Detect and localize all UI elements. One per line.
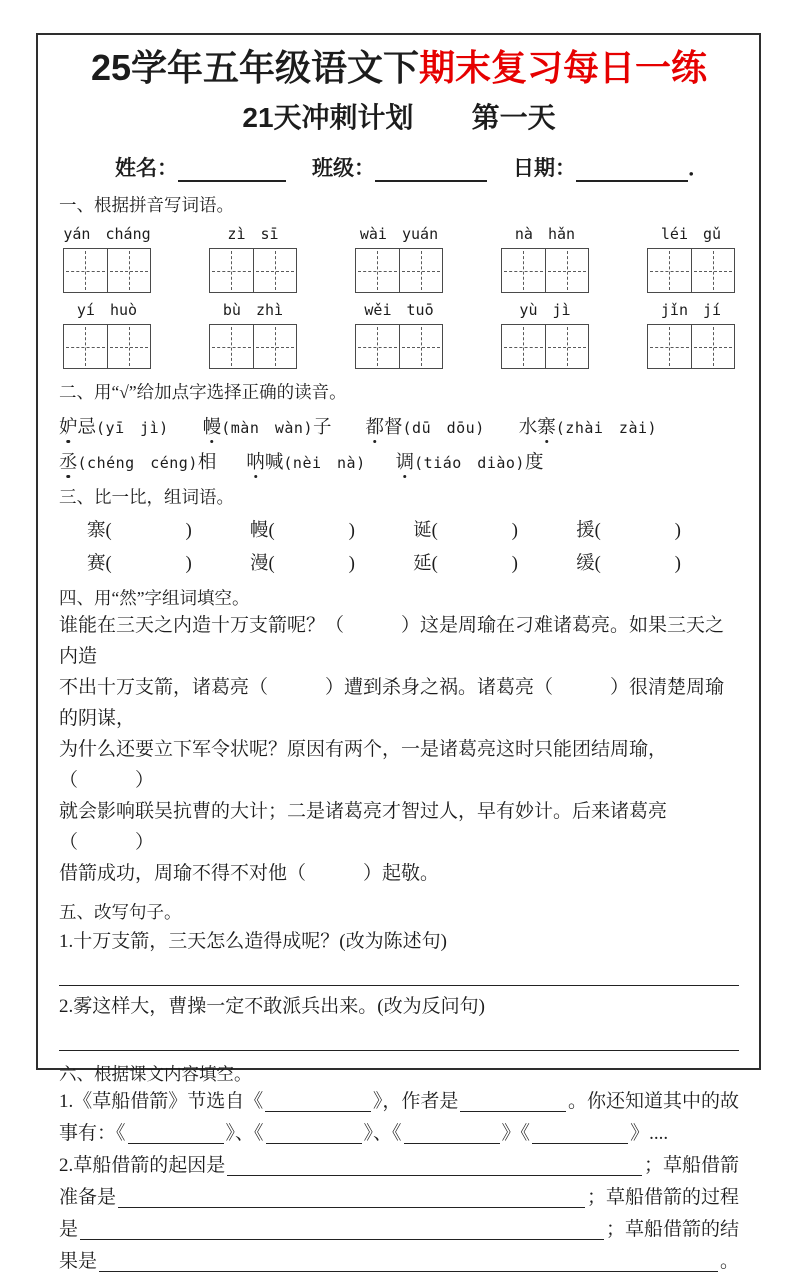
word-build-item[interactable]: 赛( ) <box>87 554 192 575</box>
pinyin-options[interactable]: (nèi nà) <box>283 454 366 473</box>
pinyin-unit <box>501 225 589 293</box>
fill-blank[interactable] <box>266 1142 362 1144</box>
pinyin-unit <box>647 225 735 293</box>
subtitle-plan: 21天冲刺计划 <box>242 102 414 134</box>
word-build-item[interactable]: 援( ) <box>576 521 681 542</box>
answer-line[interactable] <box>59 1022 739 1051</box>
tianzige-cell[interactable] <box>210 249 254 292</box>
tianzige-box <box>209 324 297 369</box>
tianzige-box <box>501 324 589 369</box>
dotted-char: 丞 <box>59 448 78 474</box>
pinyin-unit <box>355 301 443 369</box>
compare-words-row-2 <box>59 549 739 575</box>
pinyin-options[interactable]: (tiáo diào) <box>414 454 525 473</box>
item-pre: 水 <box>518 418 538 439</box>
worksheet-border <box>36 33 761 1273</box>
tianzige-cell[interactable] <box>210 325 254 368</box>
pinyin-label: bù zhì <box>222 301 284 320</box>
fill-text: ；草船借箭的结 <box>605 1219 739 1241</box>
tianzige-cell[interactable] <box>400 249 443 292</box>
fill-blank[interactable] <box>118 1206 585 1208</box>
tianzige-box <box>501 248 589 293</box>
tianzige-cell[interactable] <box>648 249 692 292</box>
page-subtitle <box>59 96 739 136</box>
section2-heading: 二、用“√”给加点字选择正确的读音。 <box>59 382 347 403</box>
pinyin-label: yí huò <box>76 301 138 320</box>
item-tail: 子 <box>312 418 332 439</box>
fill-text: 准备是 <box>59 1187 117 1209</box>
dotted-char: 幔 <box>203 413 222 439</box>
title-black: 25学年五年级语文下 <box>90 47 420 88</box>
pinyin-label: wěi tuō <box>364 301 434 320</box>
fill-text: 1.《草船借箭》节选自《 <box>59 1091 264 1113</box>
pinyin-unit <box>63 225 151 293</box>
phonetic-choice-item <box>519 413 657 439</box>
tianzige-cell[interactable] <box>502 249 546 292</box>
rewrite-question-2: 2.雾这样大，曹操一定不敢派兵出来。(改为反问句) <box>59 996 485 1018</box>
cloze-paragraph-line: 就会影响联吴抗曹的大计；二是诸葛亮才智过人，早有妙计。后来诸葛亮（ ） <box>59 801 668 854</box>
tianzige-cell[interactable] <box>692 249 735 292</box>
tianzige-cell[interactable] <box>108 325 151 368</box>
class-blank[interactable] <box>375 158 487 182</box>
fill-line <box>59 1182 739 1214</box>
pinyin-unit <box>209 225 297 293</box>
tianzige-cell[interactable] <box>502 325 546 368</box>
pinyin-label: nà hǎn <box>514 225 576 244</box>
fill-text: 果是 <box>59 1251 98 1273</box>
dotted-char: 呐 <box>246 448 265 474</box>
name-field-group <box>115 152 286 182</box>
item-post: 督 <box>384 418 403 439</box>
dotted-char: 寨 <box>537 413 556 439</box>
tianzige-cell[interactable] <box>356 325 400 368</box>
dotted-char: 都 <box>366 413 385 439</box>
word-build-item[interactable]: 寨( ) <box>87 521 192 542</box>
date-field-group <box>513 152 709 182</box>
pinyin-row-2 <box>59 301 739 369</box>
phonetic-choice-item <box>59 413 169 439</box>
pinyin-options[interactable]: (zhài zài) <box>555 419 658 438</box>
date-suffix: ． <box>688 156 709 181</box>
tianzige-box <box>647 248 735 293</box>
fill-line <box>59 1246 739 1278</box>
phonetic-choice-item <box>366 413 485 439</box>
tianzige-cell[interactable] <box>546 325 589 368</box>
fill-line <box>59 1118 739 1150</box>
tianzige-cell[interactable] <box>546 249 589 292</box>
pinyin-options[interactable]: (dū dōu) <box>402 419 485 438</box>
phonetic-choice-item <box>59 448 216 474</box>
section4-heading: 四、用“然”字组词填空。 <box>59 588 250 609</box>
pinyin-options[interactable]: (yī jì) <box>96 419 169 438</box>
date-blank[interactable] <box>576 158 688 182</box>
word-build-item[interactable]: 缓( ) <box>576 554 681 575</box>
item-tail: 相 <box>197 453 217 474</box>
fill-text: 。你还知道其中的故 <box>567 1091 739 1113</box>
cloze-paragraph-line: 借箭成功，周瑜不得不对他（ ）起敬。 <box>59 863 440 885</box>
tianzige-box <box>647 324 735 369</box>
phonetic-choice-item <box>396 448 544 474</box>
pinyin-row-1 <box>59 225 739 293</box>
fill-text: 。 <box>719 1251 739 1273</box>
compare-words-row-1 <box>59 516 739 542</box>
pinyin-options[interactable]: (chéng céng) <box>77 454 198 473</box>
phonetic-choice-item <box>203 413 332 439</box>
cloze-paragraph-line: 不出十万支箭，诸葛亮（ ）遭到杀身之祸。诸葛亮（ ）很清楚周瑜的阴谋， <box>59 677 725 730</box>
fill-text: 是 <box>59 1219 79 1241</box>
tianzige-cell[interactable] <box>108 249 151 292</box>
fill-line <box>59 1150 739 1182</box>
tianzige-box <box>355 324 443 369</box>
class-label: 班级： <box>312 156 375 181</box>
tianzige-cell[interactable] <box>254 249 297 292</box>
fill-blank[interactable] <box>227 1174 642 1176</box>
fill-text: 》《 <box>501 1123 531 1145</box>
fill-blank[interactable] <box>265 1110 371 1112</box>
cloze-paragraph-line: 为什么还要立下军令状呢？原因有两个，一是诸葛亮这时只能团结周瑜，（ ） <box>59 739 668 792</box>
section5-heading: 五、改写句子。 <box>59 902 182 923</box>
section3-heading: 三、比一比，组词语。 <box>59 487 234 508</box>
word-build-item[interactable]: 延( ) <box>413 554 518 575</box>
fill-blank[interactable] <box>460 1110 566 1112</box>
dotted-char: 调 <box>396 448 415 474</box>
pinyin-label: wài yuán <box>359 225 439 244</box>
fill-text: ；草船借箭 <box>643 1155 739 1177</box>
word-build-item[interactable]: 诞( ) <box>413 521 518 542</box>
fill-blank[interactable] <box>99 1270 718 1272</box>
item-post: 忌 <box>77 418 97 439</box>
fill-text: 》，作者是 <box>372 1091 459 1113</box>
tianzige-cell[interactable] <box>254 325 297 368</box>
rewrite-question-1: 1.十万支箭，三天怎么造得成呢？(改为陈述句) <box>59 931 447 953</box>
word-build-item[interactable]: 幔( ) <box>250 521 355 542</box>
section1-heading: 一、根据拼音写词语。 <box>59 195 234 216</box>
fill-blank[interactable] <box>532 1142 628 1144</box>
pinyin-unit <box>647 301 735 369</box>
page-title <box>59 47 739 88</box>
item-post: 喊 <box>264 453 284 474</box>
word-build-item[interactable]: 漫( ) <box>250 554 355 575</box>
name-label: 姓名： <box>115 156 178 181</box>
answer-line[interactable] <box>59 957 739 986</box>
pinyin-unit <box>355 225 443 293</box>
tianzige-box <box>63 248 151 293</box>
pinyin-label: léi gǔ <box>660 225 722 244</box>
pinyin-label: yù jì <box>519 301 571 320</box>
pronunciation-line-1 <box>59 413 739 439</box>
pinyin-label: yán cháng <box>63 225 151 244</box>
title-red: 期末复习每日一练 <box>419 47 708 88</box>
pinyin-label: zì sī <box>227 225 279 244</box>
fill-text: 事有：《 <box>59 1123 126 1145</box>
pinyin-options[interactable]: (màn wàn) <box>221 419 313 438</box>
tianzige-cell[interactable] <box>64 249 108 292</box>
fill-text: 》、《 <box>363 1123 402 1145</box>
dotted-char: 妒 <box>59 413 78 439</box>
tianzige-cell[interactable] <box>400 325 443 368</box>
section6-heading: 六、根据课文内容填空。 <box>59 1064 252 1085</box>
tianzige-box <box>63 324 151 369</box>
fill-line <box>59 1086 739 1118</box>
pinyin-label: jǐn jí <box>660 301 722 320</box>
tianzige-cell[interactable] <box>692 325 735 368</box>
phonetic-choice-item <box>246 448 365 474</box>
subtitle-day: 第一天 <box>471 102 556 134</box>
pinyin-unit <box>63 301 151 369</box>
tianzige-cell[interactable] <box>648 325 692 368</box>
fill-text: ；草船借箭的过程 <box>586 1187 739 1209</box>
pinyin-unit <box>501 301 589 369</box>
item-tail: 度 <box>524 453 544 474</box>
date-label: 日期： <box>513 156 576 181</box>
pronunciation-line-2 <box>59 448 739 474</box>
pinyin-unit <box>209 301 297 369</box>
fill-blank[interactable] <box>128 1142 224 1144</box>
tianzige-box <box>355 248 443 293</box>
fill-text: 2.草船借箭的起因是 <box>59 1155 226 1177</box>
fill-text: 》、《 <box>225 1123 264 1145</box>
tianzige-cell[interactable] <box>64 325 108 368</box>
fill-blank[interactable] <box>404 1142 500 1144</box>
cloze-paragraph-line: 谁能在三天之内造十万支箭呢？（ ）这是周瑜在刁难诸葛亮。如果三天之内造 <box>59 615 725 668</box>
tianzige-cell[interactable] <box>356 249 400 292</box>
fill-line <box>59 1214 739 1246</box>
fill-blank[interactable] <box>80 1238 604 1240</box>
class-field-group <box>312 152 487 182</box>
tianzige-box <box>209 248 297 293</box>
header-fields <box>59 152 739 182</box>
fill-text: 》.... <box>630 1123 669 1145</box>
name-blank[interactable] <box>178 158 286 182</box>
